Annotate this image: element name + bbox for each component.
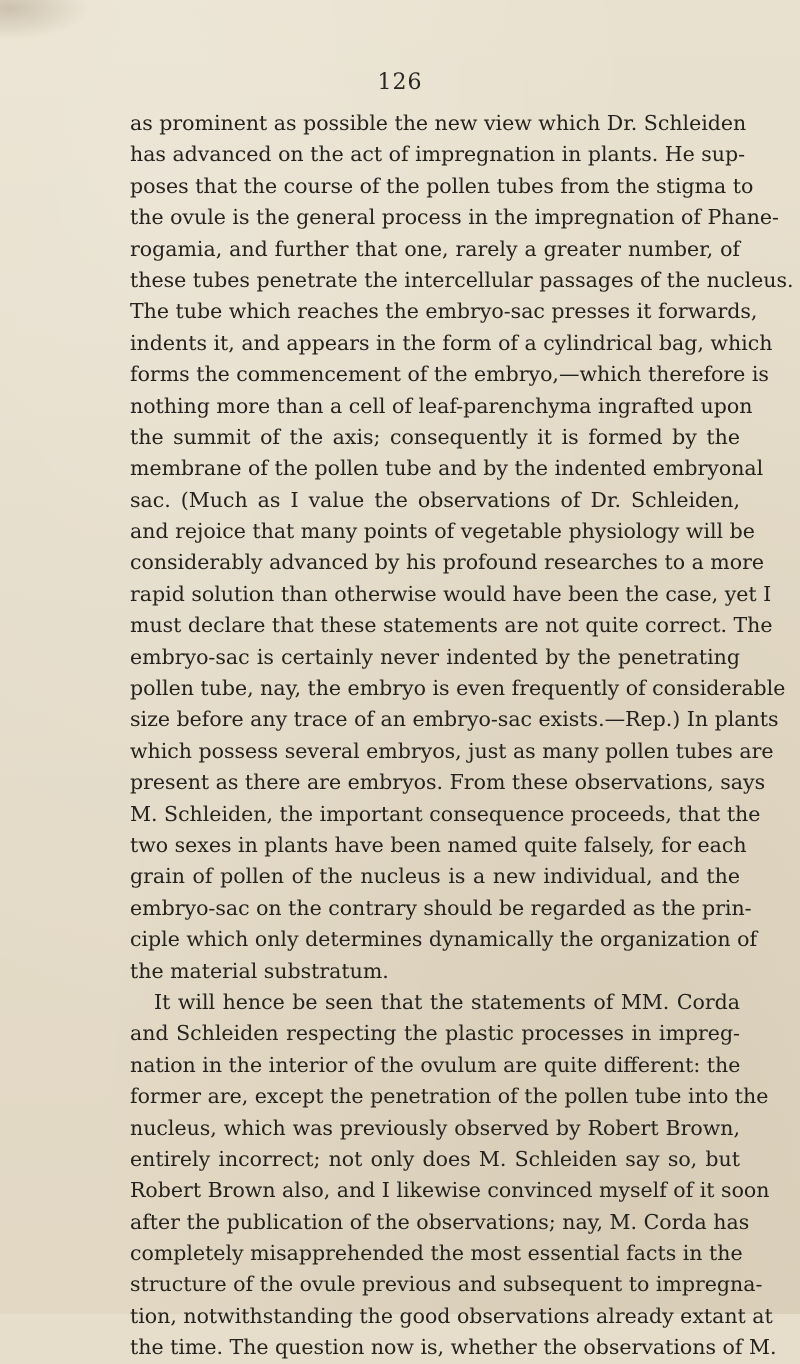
text-line: embryo-sac on the contrary should be regarded as the prin- [130, 895, 752, 920]
text-line: the ovule is the general process in the impregnation of Phane- [130, 205, 779, 230]
text-line: must declare that these statements are not quite correct. The [130, 613, 773, 638]
text-line: present as there are embryos. From these observations, says [130, 770, 766, 795]
text-line: M. Schleiden, the important consequence proceeds, that the [130, 801, 761, 826]
text-line: membrane of the pollen tube and by the indented embryonal [130, 456, 764, 481]
text-line: indents it, and appears in the form of a cylindrical bag, which [130, 330, 773, 355]
text-line: and Schleiden respecting the plastic processes in impreg- [130, 1021, 740, 1046]
text-line: structure of the ovule previous and subsequent to impregna- [130, 1272, 763, 1297]
text-line: considerably advanced by his profound researches to a more [130, 550, 765, 575]
page-stain [0, 0, 90, 40]
text-line: as prominent as possible the new view which Dr. Schleiden [130, 111, 747, 135]
page-number: 126 [377, 70, 423, 95]
text-line: sac. (Much as I value the observations of Dr. Schleiden, [130, 487, 740, 512]
paragraph-2 [130, 987, 777, 1364]
text-line: and rejoice that many points of vegetable physiology will be [130, 519, 755, 544]
text-line: embryo-sac is certainly never indented by the penetrating [130, 644, 740, 669]
text-line: the material substratum. [130, 958, 389, 983]
text-line: which possess several embryos, just as many pollen tubes are [130, 738, 774, 763]
text-line: rogamia, and further that one, rarely a greater number, of [130, 236, 740, 261]
text-line: forms the commencement of the embryo,—which therefore is [130, 362, 769, 387]
text-line: has advanced on the act of impregnation in plants. He sup- [130, 142, 746, 167]
text-line: former are, except the penetration of the pollen tube into the [130, 1084, 769, 1109]
text-line: nucleus, which was previously observed by Robert Brown, [130, 1115, 740, 1140]
text-line: tion, notwithstanding the good observations already extant at [130, 1303, 773, 1328]
text-line: the time. The question now is, whether the observations of M. [130, 1335, 777, 1360]
text-line: nothing more than a cell of leaf-parenchyma ingrafted upon [130, 393, 753, 418]
text-line: grain of pollen of the nucleus is a new individual, and the [130, 864, 740, 889]
text-line: pollen tube, nay, the embryo is even frequently of considerable [130, 676, 786, 701]
text-line: Robert Brown also, and I likewise convinced myself of it soon [130, 1178, 770, 1203]
text-line: completely misapprehended the most essential facts in the [130, 1241, 743, 1266]
text-line: rapid solution than otherwise would have been the case, yet I [130, 581, 772, 606]
text-line: size before any trace of an embryo-sac exists.—Rep.) In plants [130, 707, 779, 732]
text-line: entirely incorrect; not only does M. Schleiden say so, but [130, 1146, 740, 1171]
text-line: The tube which reaches the embryo-sac presses it forwards, [130, 299, 758, 324]
text-line: two sexes in plants have been named quite falsely, for each [130, 832, 747, 857]
paragraph-1 [130, 108, 794, 987]
text-line: It will hence be seen that the statements of MM. Corda [154, 989, 740, 1014]
text-line: the summit of the axis; consequently it is formed by the [130, 424, 740, 449]
text-line: these tubes penetrate the intercellular passages of the nucleus. [130, 267, 794, 292]
page-text [130, 108, 794, 1364]
text-line: nation in the interior of the ovulum are quite different: the [130, 1052, 741, 1077]
text-line: after the publication of the observations; nay, M. Corda has [130, 1209, 750, 1234]
text-line: poses that the course of the pollen tubes from the stigma to [130, 173, 754, 198]
text-line: ciple which only determines dynamically the organization of [130, 927, 758, 952]
